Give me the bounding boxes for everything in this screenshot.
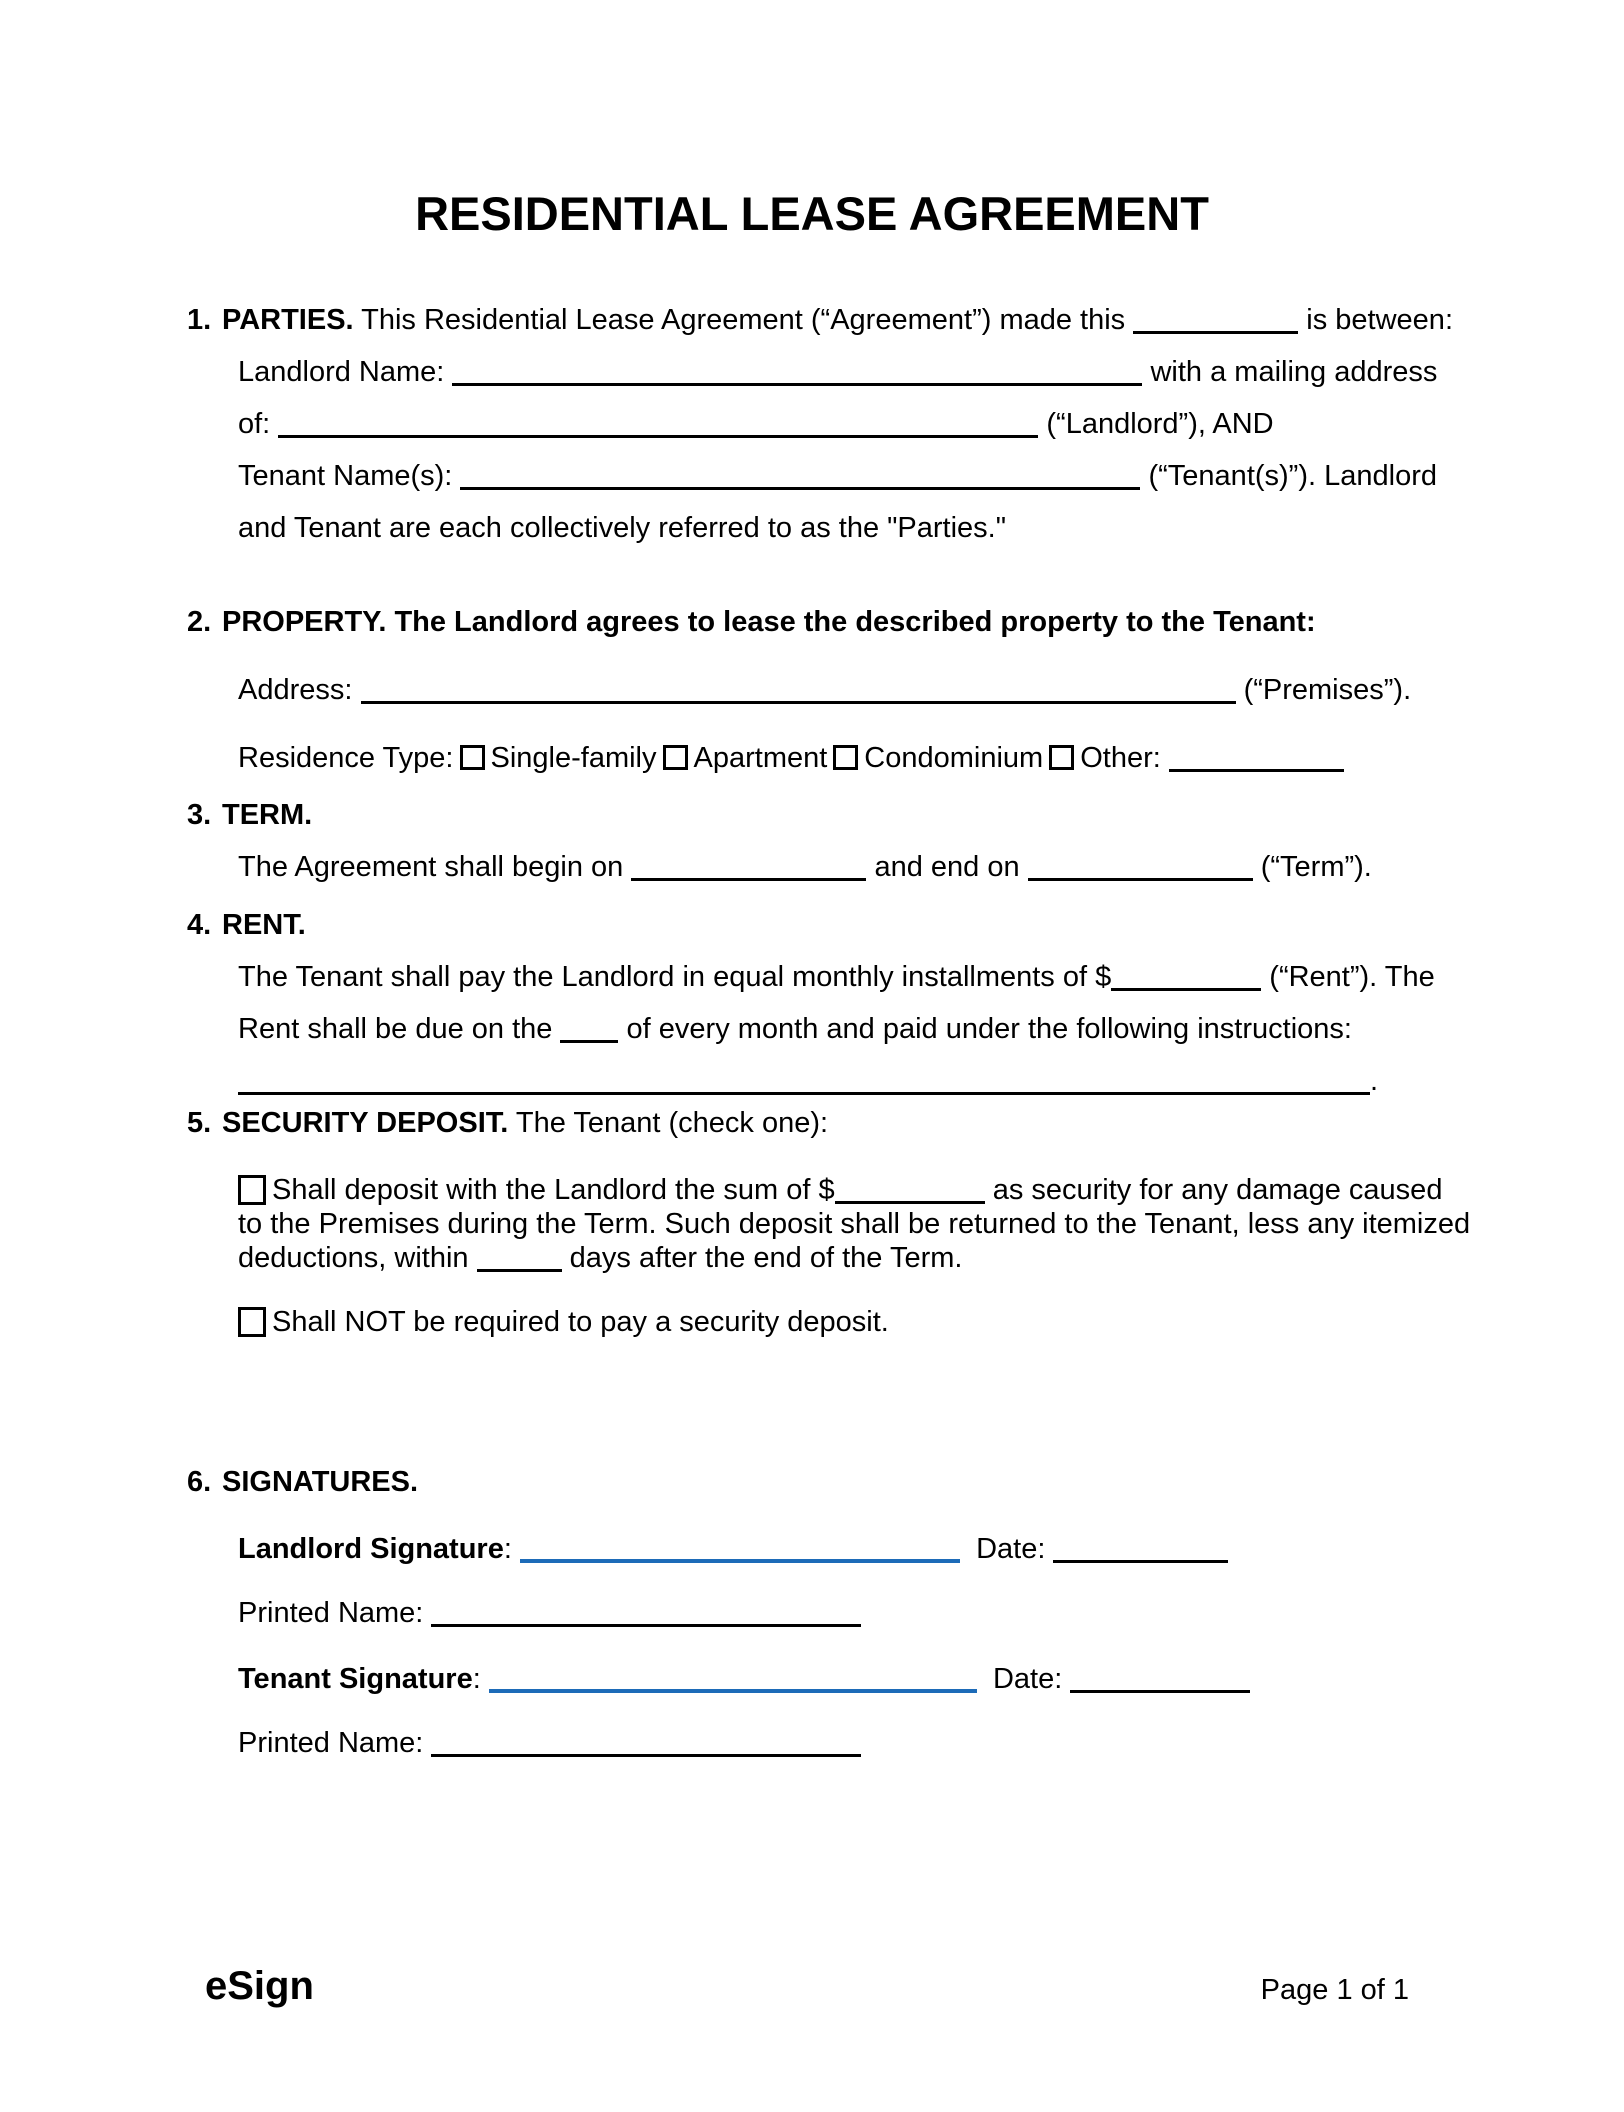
agreement-date-field[interactable] xyxy=(1133,330,1298,334)
rent-period-text: . xyxy=(1370,1065,1379,1097)
condominium-label: Condominium xyxy=(864,742,1044,774)
tenant-designation-text: (“Tenant(s)”). Landlord xyxy=(1148,460,1437,492)
parties-intro-text: This Residential Lease Agreement (“Agreement”) made this xyxy=(361,304,1126,336)
rent-amount-field[interactable] xyxy=(1111,987,1261,991)
checkbox-apartment[interactable] xyxy=(663,745,688,770)
landlord-designation-text: (“Landlord”), AND xyxy=(1046,408,1274,440)
section-parties xyxy=(187,294,1453,554)
landlord-address-field[interactable] xyxy=(278,434,1038,438)
term-begin-text: The Agreement shall begin on xyxy=(238,851,624,883)
other-label: Other: xyxy=(1080,742,1161,774)
property-address-line xyxy=(238,664,1448,716)
section-rent xyxy=(187,899,1448,1107)
tenant-date-label: Date: xyxy=(992,1663,1063,1695)
single-family-label: Single-family xyxy=(490,742,657,774)
of-label: of: xyxy=(238,408,271,440)
tenant-signature-label: Tenant Signature xyxy=(238,1663,473,1695)
landlord-signature-label: Landlord Signature xyxy=(238,1533,504,1565)
rent-line-2 xyxy=(238,1003,1448,1055)
landlord-signature-field[interactable] xyxy=(520,1559,960,1563)
section-2-number: 2. xyxy=(187,606,212,638)
deposit-deductions-text: deductions, within xyxy=(238,1242,469,1274)
rent-line-1 xyxy=(238,951,1448,1003)
address-label: Address: xyxy=(238,674,353,706)
tenant-printed-name-line xyxy=(238,1717,1448,1769)
landlord-date-label: Date: xyxy=(976,1533,1046,1565)
page-number: Page 1 of 1 xyxy=(1260,1974,1409,2006)
section-4-number: 4. xyxy=(187,909,212,941)
no-deposit-text: Shall NOT be required to pay a security deposit. xyxy=(272,1306,889,1338)
property-heading-line xyxy=(222,596,1448,648)
colon: : xyxy=(472,1663,481,1695)
parties-line-1 xyxy=(222,294,1453,346)
signatures-heading-line xyxy=(222,1456,1448,1508)
term-end-text: and end on xyxy=(874,851,1020,883)
parties-line-4 xyxy=(238,450,1448,502)
tenant-printed-name-field[interactable] xyxy=(431,1753,861,1757)
checkbox-no-deposit[interactable] xyxy=(238,1307,266,1337)
section-3-number: 3. xyxy=(187,799,212,831)
residence-type-line xyxy=(238,732,1448,784)
premises-address-field[interactable] xyxy=(361,700,1236,704)
term-line xyxy=(238,841,1448,893)
section-signatures xyxy=(187,1456,1448,1769)
deposit-option-1-line-3 xyxy=(238,1241,1448,1275)
property-intro-text: The Landlord agrees to lease the described property to the Tenant: xyxy=(394,606,1316,638)
deposit-security-text: as security for any damage caused xyxy=(992,1174,1443,1206)
tenant-signature-field[interactable] xyxy=(489,1689,977,1693)
landlord-printed-name-line xyxy=(238,1587,1448,1639)
parties-line-3 xyxy=(238,398,1448,450)
landlord-date-field[interactable] xyxy=(1053,1559,1228,1563)
deposit-days-text: days after the end of the Term. xyxy=(569,1242,963,1274)
tenant-names-label: Tenant Name(s): xyxy=(238,460,453,492)
landlord-signature-line xyxy=(238,1523,1448,1575)
section-security-deposit xyxy=(187,1097,1471,1339)
rent-heading: RENT. xyxy=(222,909,306,941)
rent-due-day-field[interactable] xyxy=(560,1039,618,1043)
rent-designation-text: (“Rent”). The xyxy=(1269,961,1435,993)
payment-instructions-field[interactable] xyxy=(238,1091,1370,1095)
deposit-return-days-field[interactable] xyxy=(477,1268,562,1272)
premises-designation-text: (“Premises”). xyxy=(1243,674,1412,706)
tenant-date-field[interactable] xyxy=(1070,1689,1250,1693)
deposit-amount-field[interactable] xyxy=(835,1200,985,1204)
tenant-names-field[interactable] xyxy=(460,486,1140,490)
rent-installments-text: The Tenant shall pay the Landlord in equal monthly installments of $ xyxy=(238,961,1112,993)
deposit-heading-line xyxy=(222,1097,1448,1149)
rent-instructions-text: of every month and paid under the following instructions: xyxy=(626,1013,1352,1045)
landlord-printed-name-label: Printed Name: xyxy=(238,1597,424,1629)
esign-logo: eSign xyxy=(205,1964,314,2008)
term-end-field[interactable] xyxy=(1028,877,1253,881)
deposit-option-1-line-1 xyxy=(238,1173,1448,1207)
term-heading-line xyxy=(222,789,1448,841)
landlord-name-label: Landlord Name: xyxy=(238,356,445,388)
residence-type-label: Residence Type: xyxy=(238,742,454,774)
document-title: RESIDENTIAL LEASE AGREEMENT xyxy=(415,187,1209,240)
deposit-option-1-line-2: to the Premises during the Term. Such deposit shall be returned to the Tenant, less any itemized xyxy=(238,1208,1471,1240)
landlord-name-field[interactable] xyxy=(452,382,1142,386)
landlord-printed-name-field[interactable] xyxy=(431,1623,861,1627)
section-6-number: 6. xyxy=(187,1466,212,1498)
term-designation-text: (“Term”). xyxy=(1260,851,1372,883)
parties-line-2 xyxy=(238,346,1448,398)
rent-heading-line xyxy=(222,899,1448,951)
section-5-number: 5. xyxy=(187,1107,212,1139)
colon: : xyxy=(503,1533,512,1565)
term-start-field[interactable] xyxy=(631,877,866,881)
mailing-address-text: with a mailing address xyxy=(1150,356,1438,388)
other-residence-field[interactable] xyxy=(1169,768,1344,772)
section-1-number: 1. xyxy=(187,304,212,336)
deposit-heading: SECURITY DEPOSIT. xyxy=(222,1107,509,1139)
parties-heading: PARTIES. xyxy=(222,304,354,336)
parties-is-between-text: is between: xyxy=(1306,304,1453,336)
deposit-option-2-line xyxy=(238,1305,1448,1339)
term-heading: TERM. xyxy=(222,799,313,831)
tenant-signature-line xyxy=(238,1653,1448,1705)
property-heading: PROPERTY. xyxy=(222,606,387,638)
apartment-label: Apartment xyxy=(693,742,828,774)
checkbox-deposit-required[interactable] xyxy=(238,1175,266,1205)
rent-due-text: Rent shall be due on the xyxy=(238,1013,553,1045)
section-property xyxy=(187,596,1448,784)
deposit-check-one-text: The Tenant (check one): xyxy=(515,1107,829,1139)
checkbox-other[interactable] xyxy=(1049,745,1074,770)
signatures-heading: SIGNATURES. xyxy=(222,1466,419,1498)
section-term xyxy=(187,789,1448,893)
parties-line-5: and Tenant are each collectively referred to as the "Parties." xyxy=(238,512,1007,544)
tenant-printed-name-label: Printed Name: xyxy=(238,1727,424,1759)
checkbox-condominium[interactable] xyxy=(833,745,858,770)
checkbox-single-family[interactable] xyxy=(460,745,485,770)
deposit-sum-text: Shall deposit with the Landlord the sum of $ xyxy=(272,1174,835,1206)
